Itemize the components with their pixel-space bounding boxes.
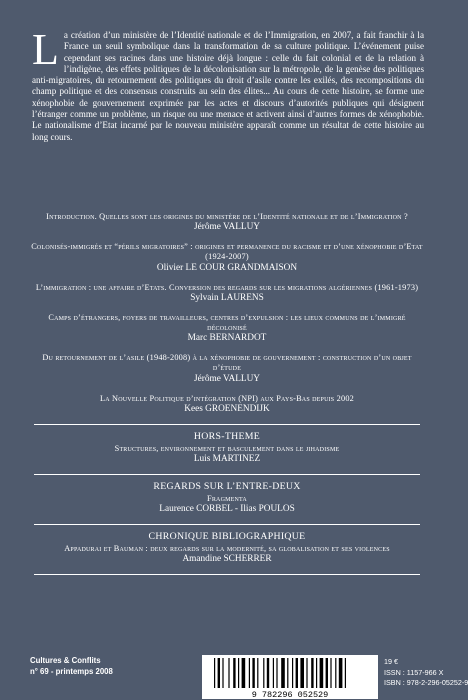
section-heading-hors-theme: HORS-THEME — [193, 430, 261, 442]
divider — [34, 474, 420, 475]
barcode-bar — [228, 658, 229, 688]
barcode-bar — [233, 658, 235, 688]
barcode-bar — [311, 658, 313, 688]
article-author: Kees GROENENDIJK — [184, 403, 270, 414]
article-title: L’immigration : une affaire d’Etats. Conversion des regards sur les migrations algériennes (1961-1973) — [35, 282, 419, 292]
barcode-bar — [330, 658, 331, 688]
isbn-barcode — [202, 655, 378, 699]
back-cover-intro — [32, 25, 424, 143]
barcode-bar — [320, 658, 324, 688]
article-title: Colonisés-immigrés et “périls migratoires” : origines et permanence du racisme et d’une xénophobie d’Etat (1924-2007) — [31, 242, 423, 262]
article-title: Fragmenta — [207, 494, 247, 504]
barcode-bar — [242, 658, 246, 688]
intro-text: a création d’un ministère de l’Identité nationale et de l’Immigration, en 2007, a fait franchir à la France un seuil symbolique dans la transformation de sa culture politique. L’événement puise cependant ses racines dans une histoire déjà longue : celle du fait colonial et de la relation à l’indigène, des effets politiques de la décolonisation sur la métropole, de la genèse des politiques anti-migratoires, du retournement des politiques du droit d’asile contre les exilés, des recompositions du champ politique et des consensus construits au sein des élites... Au cours de cette histoire, se forme une xénophobie de gouvernement exprimée par les actes et discours d’autorités publiques qui désignent l’étranger comme un problème, un risque ou une menace et activent ainsi d’autres formes de xénophobie. Le nationalisme d’Etat incarné par le nouveau ministère apparaît comme un résultat de cette histoire au long cours. — [32, 30, 424, 142]
article-entry — [30, 242, 424, 273]
section-heading-regards: REGARDS SUR L’ENTRE-DEUX — [153, 481, 301, 493]
article-author: Sylvain LAURENS — [190, 292, 264, 303]
article-entry — [30, 544, 424, 565]
barcode-bar — [263, 658, 264, 688]
barcode-bar — [249, 658, 250, 688]
barcode-bar — [339, 658, 343, 688]
article-title: Appadurai et Bauman : deux regards sur la modernité, sa globalisation et ses violences — [64, 544, 390, 554]
barcode-bar — [238, 658, 239, 688]
article-author: Jérôme VALLUY — [193, 373, 261, 384]
isbn: ISBN : 978-2-296-05252-9 — [384, 678, 468, 687]
barcode-bar — [257, 658, 258, 688]
barcode-bar — [281, 658, 285, 688]
article-title: Camps d’étrangers, foyers de travailleurs, centres d’expulsion : les lieux communs de l’immigré décolonisé — [48, 312, 406, 333]
price: 19 € — [384, 657, 398, 666]
barcode-bar — [296, 658, 298, 688]
barcode-bar — [222, 658, 223, 688]
article-entry — [30, 394, 424, 415]
barcode-image — [202, 655, 378, 699]
article-title: Du retournement de l’asile (1948-2008) à la xénophobie de gouvernement : construction d’un objet d’étude — [42, 353, 412, 373]
journal-info — [30, 655, 113, 677]
article-author: Laurence CORBEL - Ilias POULOS — [159, 504, 295, 515]
divider — [34, 574, 420, 575]
barcode-bar — [292, 658, 293, 688]
barcode-digits: 9 782296 052529 — [251, 690, 329, 700]
article-author: Amandine SCHERRER — [182, 554, 272, 565]
section-heading-chronique: CHRONIQUE BIBLIOGRAPHIQUE — [148, 531, 306, 543]
journal-name: Cultures & Conflits — [30, 656, 101, 665]
article-title: La Nouvelle Politique d’intégration (NPI) aux Pays-Bas depuis 2002 — [99, 393, 355, 403]
barcode-bar — [214, 658, 215, 688]
divider — [34, 524, 420, 525]
barcode-bar — [300, 658, 304, 688]
article-author: Luis MARTINEZ — [193, 454, 261, 465]
barcode-bar — [345, 658, 346, 688]
article-entry — [30, 283, 424, 304]
barcode-bar — [287, 658, 288, 688]
article-author: Jérôme VALLUY — [193, 222, 261, 233]
barcode-bar — [306, 658, 307, 688]
barcode-bar — [218, 658, 220, 688]
barcode-bar — [316, 658, 317, 688]
article-entry — [30, 444, 424, 465]
barcode-bar — [267, 658, 269, 688]
barcode-bar — [326, 658, 328, 688]
article-entry — [30, 212, 424, 233]
article-author: Olivier LE COUR GRANDMAISON — [156, 262, 298, 273]
divider — [34, 424, 420, 425]
article-title: Structures, environnement et basculement dans le jihadisme — [114, 443, 340, 453]
drop-cap: L — [32, 25, 59, 74]
article-entry — [30, 353, 424, 384]
article-author: Marc BERNARDOT — [187, 333, 267, 344]
barcode-bar — [273, 658, 274, 688]
table-of-contents — [30, 212, 424, 581]
article-entry — [30, 313, 424, 344]
journal-issue: n° 69 - printemps 2008 — [30, 667, 113, 676]
barcode-bar — [276, 658, 277, 688]
article-title: Introduction. Quelles sont les origines du ministère de l’Identité nationale et de l’Immigration ? — [46, 212, 408, 221]
article-entry — [30, 494, 424, 515]
barcode-bar — [252, 658, 254, 688]
price-identifiers — [384, 657, 468, 689]
barcode-bar — [335, 658, 336, 688]
issn: ISSN : 1157-966 X — [384, 667, 444, 677]
